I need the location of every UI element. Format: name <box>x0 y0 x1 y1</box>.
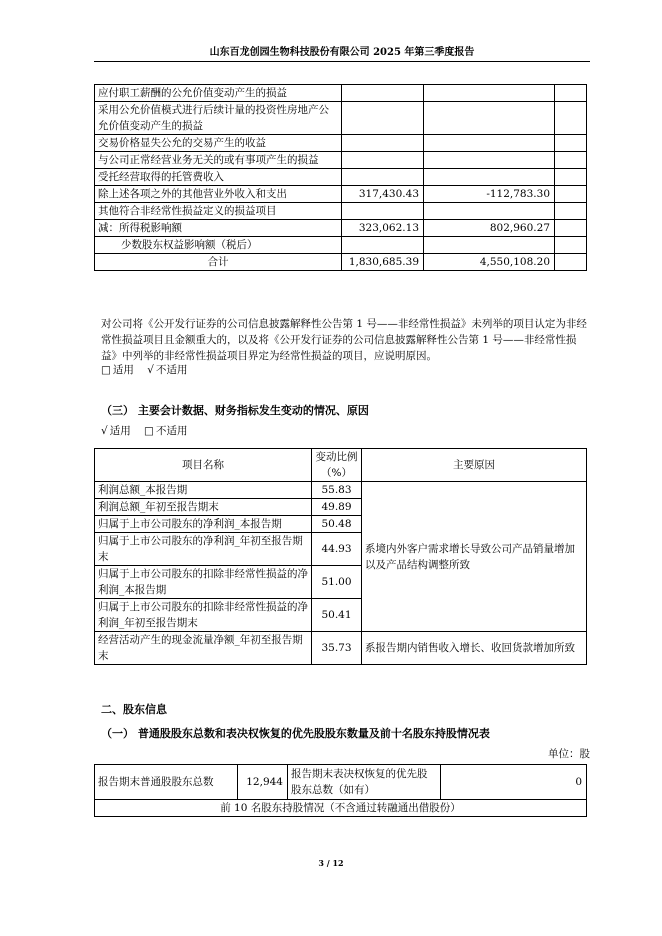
table-row <box>95 152 587 169</box>
table-row <box>95 135 587 152</box>
unit-label: 单位：股 <box>548 748 590 760</box>
table-cell-value: 323,062.13 <box>342 220 424 237</box>
table-cell-value <box>342 237 424 254</box>
table-cell-label: 应付职工薪酬的公允价值变动产生的损益 <box>95 85 342 102</box>
table-cell-empty <box>555 85 587 102</box>
option-label: 适用 <box>112 364 134 376</box>
unchecked-box-icon: □ <box>101 364 111 376</box>
table-cell-value <box>342 203 424 220</box>
page-header: 山东百龙创园生物科技股份有限公司 2025 年第三季度报告 <box>209 47 475 58</box>
table-row <box>95 632 587 665</box>
table-cell-value: 35.73 <box>312 632 362 665</box>
header-reason: 主要原因 <box>362 449 587 482</box>
header-rule <box>94 61 590 62</box>
reason-cell: 系境内外客户需求增长导致公司产品销量增加以及产品结构调整所致 <box>362 482 587 632</box>
table-row <box>95 220 587 237</box>
table-cell-label: 归属于上市公司股东的扣除非经常性损益的净利润_年初至报告期末 <box>95 599 312 632</box>
table-row <box>95 186 587 203</box>
table-cell-empty <box>555 254 587 271</box>
table-cell-label: 交易价格显失公允的交易产生的收益 <box>95 135 342 152</box>
table-row <box>95 85 587 102</box>
table-cell-label: 利润总额_年初至报告期末 <box>95 499 312 516</box>
note-paragraph: 对公司将《公开发行证券的公司信息披露解释性公告第 1 号——非经常性损益》未列举的项目认定为非经常性损益项目且金额重大的，以及将《公开发行证券的公司信息披露解释性公告第 1 号——非经常性损益》中列举的非经常性损益项目界定为经常性损益的项目，应说明原因。 <box>101 318 587 362</box>
table-cell-value: 49.89 <box>312 499 362 516</box>
table-cell-label: 采用公允价值模式进行后续计量的投资性房地产公允价值变动产生的损益 <box>95 102 342 135</box>
table-cell-label: 受托经营取得的托管费收入 <box>95 169 342 186</box>
applicability-options <box>101 362 589 378</box>
table-cell-value <box>342 85 424 102</box>
table-cell-label: 归属于上市公司股东的净利润_本报告期 <box>95 516 312 533</box>
table-cell-value <box>342 102 424 135</box>
table-cell-label: 其他符合非经常性损益定义的损益项目 <box>95 203 342 220</box>
table-cell-empty <box>555 152 587 169</box>
table-header-row <box>95 449 587 482</box>
table-subheader-row <box>95 800 587 817</box>
table-cell-empty <box>555 203 587 220</box>
table-cell-value: 12,944 <box>238 765 288 800</box>
header-item: 项目名称 <box>95 449 312 482</box>
section-title: 二、股东信息 <box>101 703 167 716</box>
table-cell-label: 利润总额_本报告期 <box>95 482 312 499</box>
shareholder-count-table <box>94 764 587 817</box>
table-row <box>95 237 587 254</box>
header-ratio: 变动比例（%） <box>312 449 362 482</box>
table-row <box>95 169 587 186</box>
table-cell-value: -112,783.30 <box>424 186 555 203</box>
subsection-title: （一） 普通股股东总数和表决权恢复的优先股股东数量及前十名股东持股情况表 <box>101 727 490 740</box>
table-cell-value: 50.41 <box>312 599 362 632</box>
table-cell-empty <box>555 169 587 186</box>
table-total-row <box>95 254 587 271</box>
table-subheader: 前 10 名股东持股情况（不含通过转融通出借股份） <box>95 800 587 817</box>
table-cell-value: 317,430.43 <box>342 186 424 203</box>
section-title: （三） 主要会计数据、财务指标发生变动的情况、原因 <box>101 404 369 417</box>
table-cell-value <box>424 203 555 220</box>
table-cell-empty <box>555 135 587 152</box>
option-label: 适用 <box>109 425 131 437</box>
table-cell-value: 0 <box>441 765 587 800</box>
indicator-change-table <box>94 448 587 665</box>
table-cell-value <box>424 102 555 135</box>
table-cell-empty <box>555 237 587 254</box>
table-cell-value: 802,960.27 <box>424 220 555 237</box>
table-cell-value <box>424 169 555 186</box>
table-cell-value <box>424 152 555 169</box>
table-cell-value <box>342 135 424 152</box>
unchecked-box-icon: □ <box>144 425 154 437</box>
table-cell-label: 与公司正常经营业务无关的或有事项产生的损益 <box>95 152 342 169</box>
table-cell-empty <box>555 186 587 203</box>
table-cell-label: 归属于上市公司股东的扣除非经常性损益的净利润_本报告期 <box>95 566 312 599</box>
table-row <box>95 765 587 800</box>
check-mark-icon: √ <box>147 364 154 376</box>
reason-cell: 系报告期内销售收入增长、收回货款增加所致 <box>362 632 587 665</box>
table-row <box>95 102 587 135</box>
table-cell-label: 合计 <box>95 254 342 271</box>
table-cell-value: 50.48 <box>312 516 362 533</box>
table-cell-value: 51.00 <box>312 566 362 599</box>
table-cell-value <box>342 169 424 186</box>
table-cell-empty <box>555 102 587 135</box>
applicability-options <box>101 423 589 439</box>
table-row <box>95 482 587 499</box>
option-label: 不适用 <box>155 425 188 437</box>
table-cell-empty <box>555 220 587 237</box>
table-cell-value: 1,830,685.39 <box>342 254 424 271</box>
table-cell-value: 4,550,108.20 <box>424 254 555 271</box>
table-cell-value: 44.93 <box>312 533 362 566</box>
table-cell-value <box>342 152 424 169</box>
option-label: 不适用 <box>155 364 188 376</box>
table-cell-label: 少数股东权益影响额（税后） <box>95 237 342 254</box>
check-mark-icon: √ <box>101 425 108 437</box>
table-cell-value <box>424 135 555 152</box>
table-cell-label: 经营活动产生的现金流量净额_年初至报告期末 <box>95 632 312 665</box>
table-cell-value: 55.83 <box>312 482 362 499</box>
page-number: 3 / 12 <box>318 858 344 868</box>
table-cell-label: 报告期末普通股股东总数 <box>95 765 238 800</box>
table-cell-label: 除上述各项之外的其他营业外收入和支出 <box>95 186 342 203</box>
table-cell-value <box>424 237 555 254</box>
table-cell-value <box>424 85 555 102</box>
table-cell-label: 减：所得税影响额 <box>95 220 342 237</box>
table-row <box>95 203 587 220</box>
table-cell-label: 归属于上市公司股东的净利润_年初至报告期末 <box>95 533 312 566</box>
non-recurring-items-table <box>94 84 587 271</box>
table-cell-label: 报告期末表决权恢复的优先股股东总数（如有） <box>288 765 441 800</box>
